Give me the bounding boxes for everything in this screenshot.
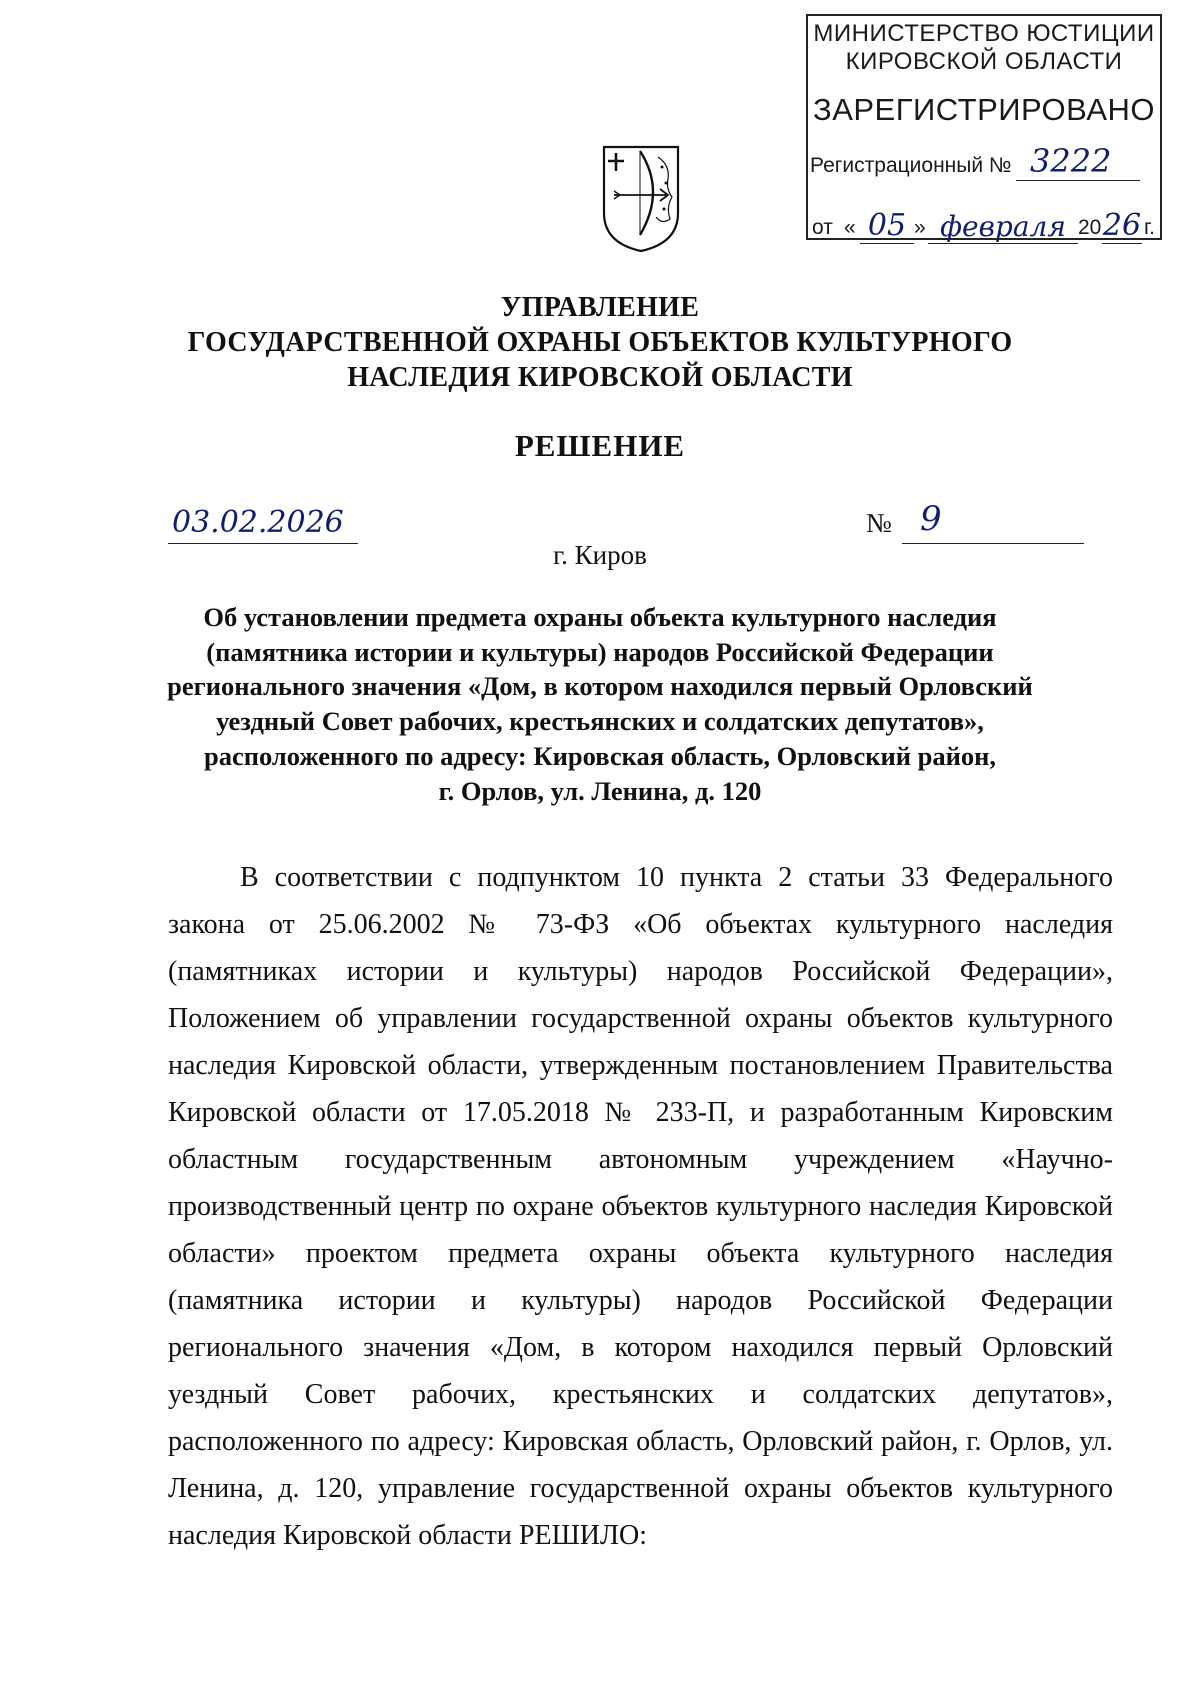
body-paragraph: В соответствии с подпунктом 10 пункта 2 статьи 33 Федерального закона от 25.06.2002 № 73-ФЗ «Об объектах культурного наследия (памятниках истории и культуры) народов Российской Федерации», Положением об управлении государственной охраны объектов культурного наследия Кировской области, утвержденным постановлением Правительства Кировской области от 17.05.2018 № 233-П, и разработанным Кировским областным государственным автономным учреждением «Научно-производственный центр по охране объектов культурного наследия Кировской области» проектом предмета охраны объекта культурного наследия (памятника истории и культуры) народов Российской Федерации регионального значения «Дом, в котором находился первый Орловский уездный Совет рабочих, крестьянских и солдатских депутатов», расположенного по адресу: Кировская область, Орловский район, г. Орлов, ул. Ленина, д. 120, управление государственной охраны объектов культурного наследия Кировской области РЕШИЛО: (168, 862, 1113, 1551)
org-title-line3: НАСЛЕДИЯ КИРОВСКОЙ ОБЛАСТИ (347, 362, 853, 393)
stamp-date-row (808, 210, 1162, 246)
stamp-year-suffix: 26 (1102, 208, 1142, 243)
decision-date-field (168, 505, 358, 544)
subject-line: регионального значения «Дом, в котором находился первый Орловский (167, 671, 1033, 702)
city: г. Киров (553, 540, 647, 570)
subject-line: уездный Совет рабочих, крестьянских и солдатских депутатов», (216, 706, 984, 737)
org-title-line2: ГОСУДАРСТВЕННОЙ ОХРАНЫ ОБЪЕКТОВ КУЛЬТУРНОГО (187, 327, 1013, 358)
kirov-coat-of-arms-icon (600, 143, 682, 255)
stamp-ministry-line1: МИНИСТЕРСТВО ЮСТИЦИИ (813, 20, 1155, 47)
subject-line: расположенного по адресу: Кировская область, Орловский район, (203, 740, 997, 771)
stamp-reg-label: Регистрационный № (810, 154, 1012, 177)
stamp-year-prefix: 20 (1078, 216, 1102, 239)
stamp-quote-close: » (914, 216, 926, 239)
stamp-ministry (808, 20, 1160, 76)
subject-line: г. Орлов, ул. Ленина, д. 120 (438, 775, 762, 806)
stamp-year-g: г. (1144, 216, 1155, 239)
stamp-quote-open: « (844, 216, 856, 239)
document-type: РЕШЕНИЕ (514, 428, 686, 463)
stamp-date-day: 05 (860, 208, 914, 244)
stamp-ministry-line2: КИРОВСКОЙ ОБЛАСТИ (845, 48, 1123, 75)
decision-number-label: № (866, 508, 892, 538)
stamp-date-prefix: от (812, 216, 833, 239)
subject-line: Об установлении предмета охраны объекта культурного наследия (203, 602, 997, 632)
subject-line: (памятника истории и культуры) народов Российской Федерации (206, 636, 994, 667)
stamp-registered-label: ЗАРЕГИСТРИРОВАНО (812, 92, 1155, 127)
decision-number: 9 (920, 499, 942, 539)
registration-stamp (806, 14, 1162, 243)
decision-subject (150, 600, 1050, 808)
decision-date: 03.02.2026 (172, 505, 344, 540)
stamp-reg-number: 3222 (1030, 142, 1112, 180)
stamp-reg-number-field (1016, 142, 1140, 181)
org-title-line1: УПРАВЛЕНИЕ (500, 292, 700, 323)
decision-number-field (902, 499, 1084, 544)
stamp-date-month: февраля (928, 210, 1078, 244)
